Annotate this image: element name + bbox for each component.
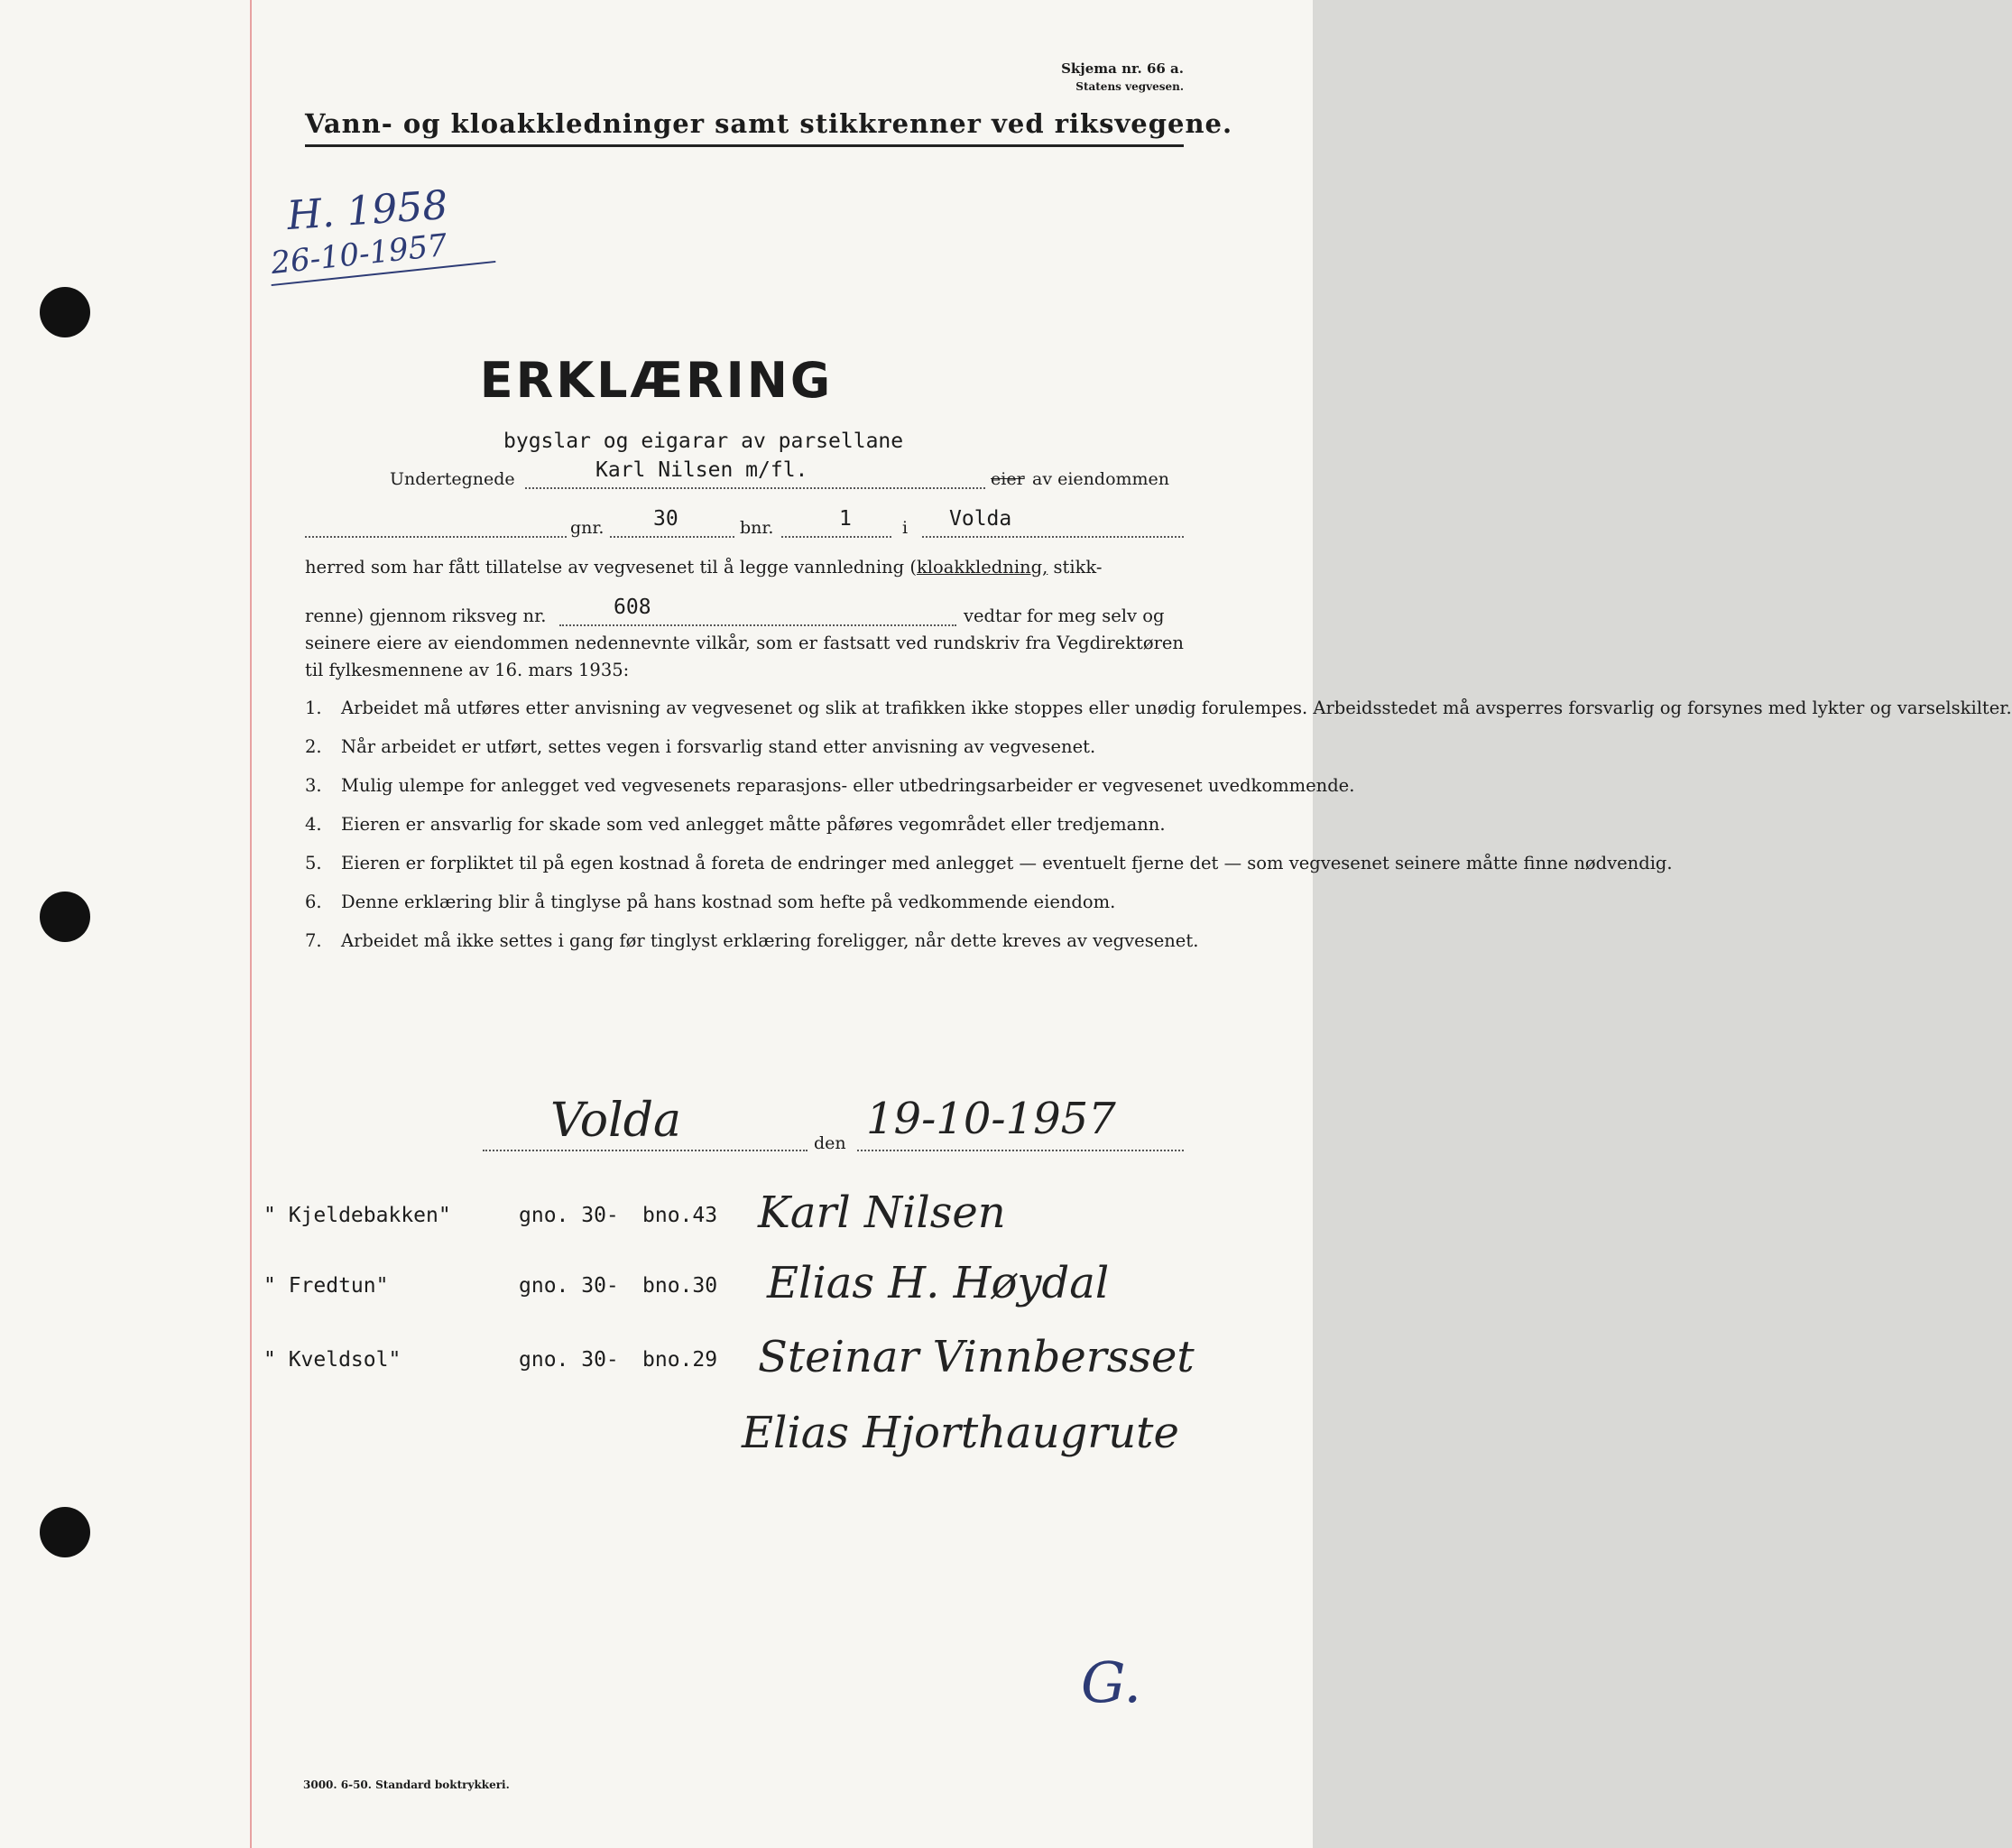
- registration-date: 26-10-1957: [269, 226, 449, 282]
- intro-paragraph: seinere eiere av eiendommen nedennevnte vilkår, som er fastsatt ved rundskriv fra Vegdirektøren til fylkesmennene av 16. mars 1935:: [305, 633, 1184, 680]
- parcel-gno: gno. 30-: [519, 1348, 619, 1372]
- intro-underlined: kloakkledning,: [916, 557, 1048, 578]
- condition-item: 7. Arbeidet må ikke settes i gang før tinglyst erklæring foreligger, når dette kreves av vegvesenet.: [305, 930, 1199, 951]
- punch-hole-top: [40, 287, 90, 337]
- condition-item: 6. Denne erklæring blir å tinglyse på hans kostnad som hefte på vedkommende eiendom.: [305, 892, 1116, 912]
- gnr-leading-line: [305, 536, 567, 538]
- parcel-name: " Fredtun": [263, 1274, 389, 1298]
- gnr-field: 30: [653, 507, 678, 531]
- punch-hole-middle: [40, 892, 90, 942]
- initials-handwritten: G.: [1081, 1649, 1142, 1715]
- bnr-field: 1: [839, 507, 852, 531]
- label-i: i: [902, 518, 909, 538]
- label-gnr: gnr.: [570, 518, 605, 538]
- riksveg-field-line: [559, 624, 956, 626]
- parcel-name: " Kjeldebakken": [263, 1204, 451, 1227]
- condition-item: 2. Når arbeidet er utført, settes vegen i forsvarlig stand etter anvisning av vegvesenet.: [305, 736, 1096, 757]
- date-handwritten: 19-10-1957: [866, 1094, 1116, 1144]
- document-title: ERKLÆRING: [479, 352, 834, 409]
- struck-word: eier: [991, 469, 1025, 489]
- gnr-field-line: [610, 536, 734, 538]
- label-vedtar: vedtar for meg selv og: [964, 605, 1165, 626]
- label-riksveg: renne) gjennom riksveg nr.: [305, 605, 547, 626]
- parcel-bno: bno.29: [642, 1348, 718, 1372]
- condition-item: 1. Arbeidet må utføres etter anvisning av vegvesenet og slik at trafikken ikke stoppes eller unødig forulempes. Arbeidsstedet må avsperres forsvarlig og forsynes med lykter og varselskilter.: [305, 698, 2012, 718]
- form-code: [1061, 60, 1184, 96]
- place-field-line: [922, 536, 1184, 538]
- conditions-list: [305, 695, 2012, 966]
- bnr-field-line: [781, 536, 891, 538]
- printer-footer: 3000. 6-50. Standard boktrykkeri.: [303, 1779, 510, 1791]
- parcel-name: " Kveldsol": [263, 1348, 401, 1372]
- label-av-eiendommen: av eiendommen: [1032, 469, 1170, 489]
- riksveg-field: 608: [614, 596, 651, 619]
- label-den: den: [814, 1133, 846, 1153]
- label-bnr: bnr.: [740, 518, 774, 538]
- condition-item: 4. Eieren er ansvarlig for skade som ved anlegget måtte påføres vegområdet eller tredjemann.: [305, 814, 1166, 835]
- parcel-bno: bno.30: [642, 1274, 718, 1298]
- header-title: Vann- og kloakkledninger samt stikkrenner ved riksvegene.: [305, 108, 1233, 139]
- date-line: [857, 1150, 1184, 1151]
- intro-text-part1: herred som har fått tillatelse av vegvesenet til å legge vannledning (: [305, 557, 917, 578]
- intro-line: [305, 554, 1184, 581]
- name-field: Karl Nilsen m/fl.: [595, 458, 808, 482]
- name-field-line: [525, 487, 985, 489]
- condition-item: 5. Eieren er forpliktet til på egen kostnad å foreta de endringer med anlegget — eventuelt fjerne det — som vegvesenet seinere måtte finne nødvendig.: [305, 853, 1673, 873]
- intro-text-part2: stikk-: [1048, 557, 1103, 578]
- label-undertegnede: Undertegnede: [390, 469, 515, 489]
- signature-3: Steinar Vinnbersset: [758, 1332, 1195, 1382]
- registration-number: H. 1958: [285, 181, 449, 240]
- typed-insert: bygslar og eigarar av parsellane: [503, 430, 904, 453]
- condition-item: 3. Mulig ulempe for anlegget ved vegvesenets reparasjons- eller utbedringsarbeider er vegvesenet uvedkommende.: [305, 775, 1355, 796]
- margin-line: [250, 0, 252, 1848]
- punch-hole-bottom: [40, 1507, 90, 1557]
- place-field: Volda: [949, 507, 1012, 531]
- parcel-gno: gno. 30-: [519, 1274, 619, 1298]
- signature-4: Elias Hjorthaugrute: [742, 1408, 1179, 1458]
- place-handwritten: Volda: [550, 1094, 682, 1148]
- header-rule: [305, 144, 1184, 147]
- form-issuer: Statens vegvesen.: [1075, 80, 1184, 93]
- signature-1: Karl Nilsen: [758, 1187, 1006, 1238]
- parcel-bno: bno.43: [642, 1204, 718, 1227]
- place-line: [483, 1150, 808, 1151]
- signature-2: Elias H. Høydal: [767, 1258, 1110, 1308]
- form-number: Skjema nr. 66 a.: [1061, 60, 1184, 77]
- parcel-gno: gno. 30-: [519, 1204, 619, 1227]
